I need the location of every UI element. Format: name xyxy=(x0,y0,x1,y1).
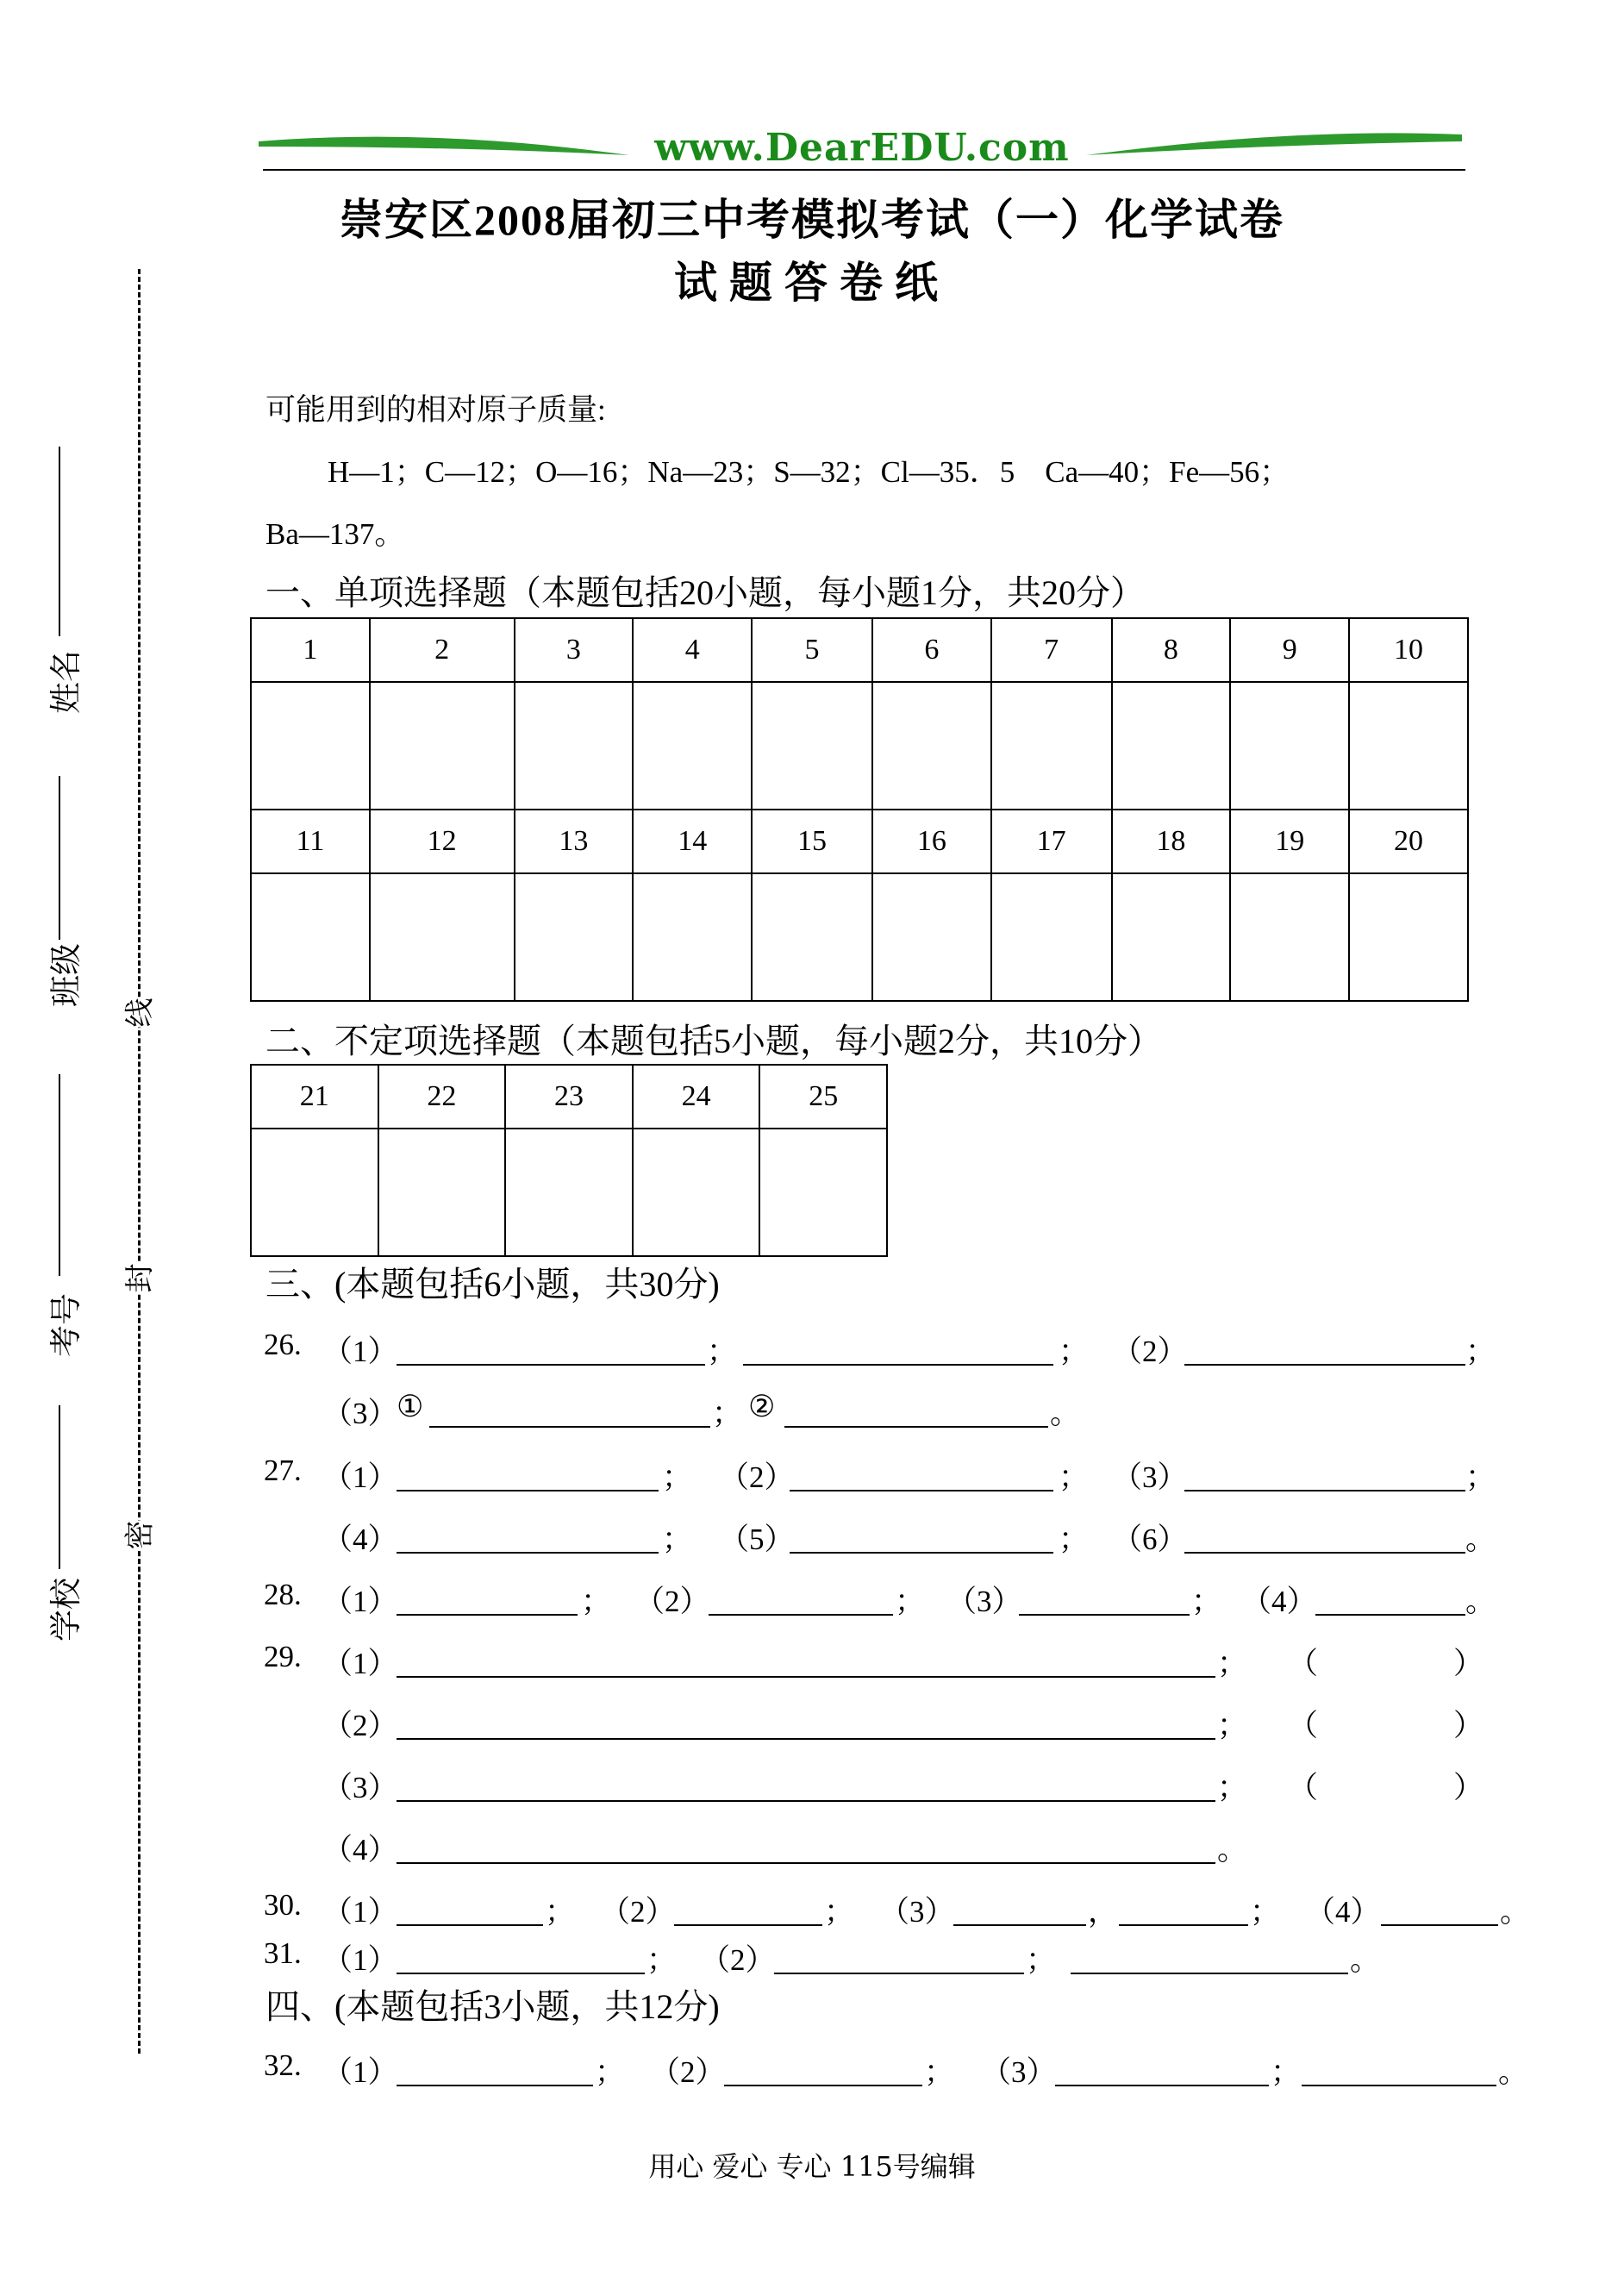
q27-part1-label: （1） xyxy=(322,1460,398,1494)
q28-part3-label: （3） xyxy=(946,1585,1022,1618)
answer-cell[interactable] xyxy=(752,682,872,810)
answer-cell[interactable] xyxy=(251,682,370,810)
q31-1-blank[interactable] xyxy=(397,1973,645,1974)
answer-cell[interactable] xyxy=(1112,682,1231,810)
q32-1-blank[interactable] xyxy=(397,2085,593,2086)
q29-2-paren-close: ） xyxy=(1453,1709,1484,1742)
q28-sep: ； xyxy=(895,1585,926,1618)
q29-3-paren-close: ） xyxy=(1453,1771,1484,1804)
answer-cell[interactable] xyxy=(1349,873,1468,1001)
q32-number: 32. xyxy=(264,2048,302,2082)
name-label: 姓名 xyxy=(49,650,84,714)
q27-5-blank[interactable] xyxy=(790,1552,1053,1554)
q29-sep: ； xyxy=(1217,1771,1248,1804)
q29-1-blank[interactable] xyxy=(397,1676,1215,1678)
q32-part1-label: （1） xyxy=(322,2055,398,2089)
atomic-mass-line1: H—1；C—12；O—16；Na—23；S—32；Cl—35．5 Ca—40；Fe—56； xyxy=(328,455,1290,489)
q28-1-blank[interactable] xyxy=(397,1614,578,1616)
class-field-line[interactable] xyxy=(59,776,60,940)
question-number-cell: 24 xyxy=(633,1065,760,1129)
q30-4-blank[interactable] xyxy=(1381,1924,1498,1926)
q30-3a-blank[interactable] xyxy=(953,1924,1086,1926)
exam-no-field-line[interactable] xyxy=(59,1074,60,1276)
q28-part1-label: （1） xyxy=(322,1585,398,1618)
answer-cell[interactable] xyxy=(872,873,991,1001)
q27-2-blank[interactable] xyxy=(790,1490,1053,1491)
q29-3-paren-open: （ xyxy=(1288,1771,1319,1804)
q27-3-blank[interactable] xyxy=(1184,1490,1465,1491)
question-number-cell: 15 xyxy=(752,810,872,873)
header-rule xyxy=(263,169,1465,171)
q29-part4-label: （4） xyxy=(322,1833,398,1867)
q31-2b-blank[interactable] xyxy=(1071,1973,1348,1974)
seal-mark-secret: 密 xyxy=(116,1521,159,1550)
q29-2-paren-open: （ xyxy=(1288,1709,1319,1742)
answer-cell[interactable] xyxy=(752,873,872,1001)
q29-part3-label: （3） xyxy=(322,1771,398,1804)
section4-heading: 四、(本题包括3小题，共12分) xyxy=(265,1987,720,2026)
q32-3a-blank[interactable] xyxy=(1055,2085,1269,2086)
q30-3b-blank[interactable] xyxy=(1119,1924,1248,1926)
answer-cell[interactable] xyxy=(515,873,634,1001)
question-number-cell: 25 xyxy=(759,1065,887,1129)
question-number-cell: 2 xyxy=(370,618,515,682)
answer-cell[interactable] xyxy=(1349,682,1468,810)
section1-heading: 一、单项选择题（本题包括20小题，每小题1分，共20分） xyxy=(265,573,1145,612)
q30-sep: ； xyxy=(545,1895,576,1929)
q26-end: ； xyxy=(1465,1335,1496,1368)
exam-no-label: 考号 xyxy=(49,1293,84,1357)
q30-part4-label: （4） xyxy=(1305,1895,1381,1929)
question-number-cell: 21 xyxy=(251,1065,378,1129)
q29-2-blank[interactable] xyxy=(397,1738,1215,1740)
q27-part5-label: （5） xyxy=(719,1523,795,1556)
answer-cell[interactable] xyxy=(759,1129,887,1256)
q32-part2-label: （2） xyxy=(650,2055,726,2089)
answer-cell[interactable] xyxy=(633,873,752,1001)
question-number-cell: 10 xyxy=(1349,618,1468,682)
q30-part2-label: （2） xyxy=(600,1895,676,1929)
q26-sep: ； xyxy=(712,1397,743,1430)
answer-cell[interactable] xyxy=(378,1129,506,1256)
q30-part3-label: （3） xyxy=(879,1895,955,1929)
q28-4-blank[interactable] xyxy=(1315,1614,1465,1616)
q26-end: 。 xyxy=(1050,1397,1081,1430)
q27-part3-label: （3） xyxy=(1112,1460,1188,1494)
q29-sep: ； xyxy=(1217,1647,1248,1680)
q31-part1-label: （1） xyxy=(322,1943,398,1977)
q29-sep: ； xyxy=(1217,1709,1248,1742)
q27-part2-label: （2） xyxy=(719,1460,795,1494)
question-number-cell: 12 xyxy=(370,810,515,873)
q31-part2-label: （2） xyxy=(700,1943,776,1977)
q27-6-blank[interactable] xyxy=(1184,1552,1465,1554)
q26-sep: ； xyxy=(1059,1335,1090,1368)
page-footer: 用心 爱心 专心 115号编辑 xyxy=(648,2150,976,2183)
question-number-cell: 19 xyxy=(1230,810,1349,873)
q29-4-blank[interactable] xyxy=(397,1862,1215,1864)
question-number-cell: 16 xyxy=(872,810,991,873)
question-number-cell: 3 xyxy=(515,618,634,682)
q26-1a-blank[interactable] xyxy=(397,1364,705,1366)
answer-cell[interactable] xyxy=(505,1129,633,1256)
answer-cell[interactable] xyxy=(633,1129,760,1256)
question-number-cell: 1 xyxy=(251,618,370,682)
q30-sep: ； xyxy=(824,1895,855,1929)
site-url[interactable]: www.DearEDU.com xyxy=(654,126,1070,170)
q27-sep: ； xyxy=(662,1523,693,1556)
q32-2-blank[interactable] xyxy=(724,2085,922,2086)
q32-sep: ； xyxy=(924,2055,955,2089)
q27-sep: ； xyxy=(662,1460,693,1494)
binding-dashed-line xyxy=(138,269,141,2054)
school-label: 学校 xyxy=(49,1578,84,1642)
q28-part2-label: （2） xyxy=(634,1585,710,1618)
exam-subtitle: 试题答卷纸 xyxy=(674,259,950,307)
q27-end: 。 xyxy=(1465,1523,1496,1556)
q32-sep: ； xyxy=(595,2055,626,2089)
class-label: 班级 xyxy=(49,943,84,1007)
q28-part4-label: （4） xyxy=(1241,1585,1317,1618)
question-number-cell: 14 xyxy=(633,810,752,873)
atomic-mass-line2: Ba—137。 xyxy=(265,517,405,551)
q32-sep: ； xyxy=(1271,2055,1302,2089)
q30-1-blank[interactable] xyxy=(397,1924,543,1926)
answer-cell[interactable] xyxy=(1230,873,1349,1001)
q28-2-blank[interactable] xyxy=(709,1614,893,1616)
question-number-cell: 6 xyxy=(872,618,991,682)
q29-1-paren-close: ） xyxy=(1453,1647,1484,1680)
q28-end: 。 xyxy=(1465,1585,1496,1618)
q32-end: 。 xyxy=(1498,2055,1529,2089)
q26-2-blank[interactable] xyxy=(1184,1364,1465,1366)
answer-cell[interactable] xyxy=(515,682,634,810)
question-number-cell: 23 xyxy=(505,1065,633,1129)
atomic-mass-intro: 可能用到的相对原子质量: xyxy=(265,393,606,427)
q31-end: 。 xyxy=(1350,1943,1381,1977)
question-number-cell: 5 xyxy=(752,618,872,682)
q27-part4-label: （4） xyxy=(322,1523,398,1556)
q32-part3-label: （3） xyxy=(981,2055,1057,2089)
q26-part2-label: （2） xyxy=(1112,1335,1188,1368)
section2-heading: 二、不定项选择题（本题包括5小题，每小题2分，共10分） xyxy=(265,1022,1162,1060)
name-field-line[interactable] xyxy=(59,447,60,636)
question-number-cell: 7 xyxy=(991,618,1112,682)
q30-sep: ； xyxy=(1250,1895,1281,1929)
answer-cell[interactable] xyxy=(251,873,370,1001)
question-number-cell: 18 xyxy=(1112,810,1231,873)
q27-4-blank[interactable] xyxy=(397,1552,659,1554)
q27-part6-label: （6） xyxy=(1112,1523,1188,1556)
school-field-line[interactable] xyxy=(59,1405,60,1569)
question-number-cell: 22 xyxy=(378,1065,506,1129)
q29-end: 。 xyxy=(1217,1833,1248,1867)
answer-cell[interactable] xyxy=(633,682,752,810)
answer-cell[interactable] xyxy=(1230,682,1349,810)
answer-cell[interactable] xyxy=(370,873,515,1001)
q31-number: 31. xyxy=(264,1936,302,1970)
answer-cell[interactable] xyxy=(991,682,1112,810)
q30-part1-label: （1） xyxy=(322,1895,398,1929)
answer-cell[interactable] xyxy=(370,682,515,810)
q29-3-blank[interactable] xyxy=(397,1800,1215,1802)
question-number-cell: 17 xyxy=(991,810,1112,873)
question-number-cell: 4 xyxy=(633,618,752,682)
q31-sep: ； xyxy=(1026,1943,1057,1977)
section3-heading: 三、(本题包括6小题，共30分) xyxy=(265,1265,720,1304)
q27-sep: ； xyxy=(1465,1460,1496,1494)
question-number-cell: 8 xyxy=(1112,618,1231,682)
q30-comma: ， xyxy=(1088,1895,1119,1929)
q30-end: 。 xyxy=(1500,1895,1531,1929)
answer-cell[interactable] xyxy=(872,682,991,810)
exam-title: 崇安区2008届初三中考模拟考试（一）化学试卷 xyxy=(340,196,1284,244)
question-number-cell: 20 xyxy=(1349,810,1468,873)
q27-sep: ； xyxy=(1059,1523,1090,1556)
q26-circle-2: ② xyxy=(748,1390,776,1423)
q26-number: 26. xyxy=(264,1328,302,1361)
q26-circle-1: ① xyxy=(397,1390,424,1423)
seal-mark-line: 线 xyxy=(116,998,159,1028)
q30-number: 30. xyxy=(264,1888,302,1922)
q26-3b-blank[interactable] xyxy=(784,1426,1048,1428)
q29-number: 29. xyxy=(264,1640,302,1673)
q29-part1-label: （1） xyxy=(322,1647,398,1680)
q26-sep: ； xyxy=(707,1335,738,1368)
q26-part1-label: （1） xyxy=(322,1335,398,1368)
question-number-cell: 11 xyxy=(251,810,370,873)
q31-2a-blank[interactable] xyxy=(774,1973,1024,1974)
q26-part3-label: （3） xyxy=(322,1397,398,1430)
q29-part2-label: （2） xyxy=(322,1709,398,1742)
answer-cell[interactable] xyxy=(1112,873,1231,1001)
answer-cell[interactable] xyxy=(251,1129,378,1256)
q28-3-blank[interactable] xyxy=(1019,1614,1190,1616)
q28-sep: ； xyxy=(1191,1585,1222,1618)
q27-number: 27. xyxy=(264,1454,302,1487)
q28-sep: ； xyxy=(581,1585,612,1618)
q31-sep: ； xyxy=(646,1943,678,1977)
q26-1b-blank[interactable] xyxy=(743,1364,1053,1366)
q32-3b-blank[interactable] xyxy=(1302,2085,1496,2086)
q27-1-blank[interactable] xyxy=(397,1490,659,1491)
q30-2-blank[interactable] xyxy=(674,1924,822,1926)
q28-number: 28. xyxy=(264,1578,302,1611)
q26-3a-blank[interactable] xyxy=(429,1426,710,1428)
seal-mark-seal: 封 xyxy=(116,1264,159,1293)
answer-cell[interactable] xyxy=(991,873,1112,1001)
question-number-cell: 13 xyxy=(515,810,634,873)
section2-answer-grid xyxy=(250,1064,888,1257)
q27-sep: ； xyxy=(1059,1460,1090,1494)
q29-1-paren-open: （ xyxy=(1288,1647,1319,1680)
question-number-cell: 9 xyxy=(1230,618,1349,682)
section1-answer-grid xyxy=(250,617,1469,1002)
